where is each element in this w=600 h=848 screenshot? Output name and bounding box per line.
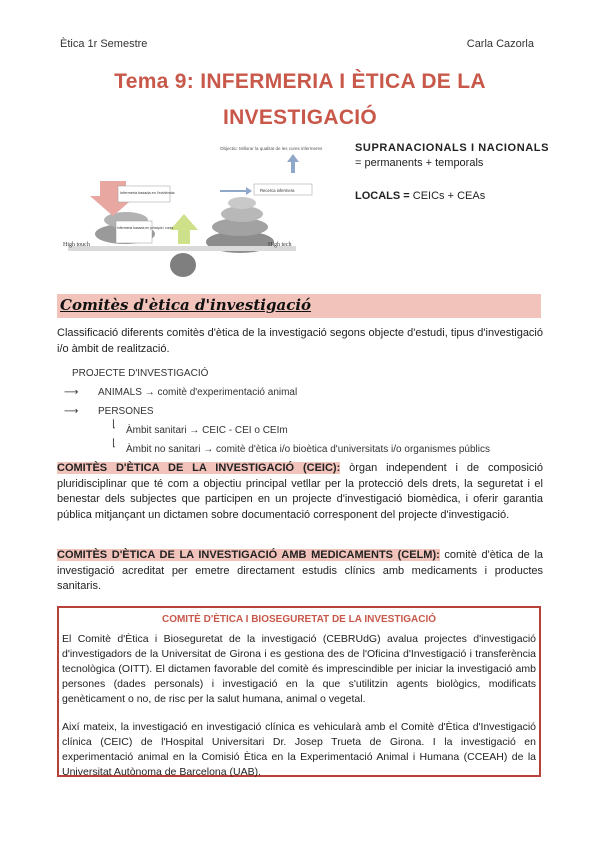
title-line-2: INVESTIGACIÓ — [222, 106, 378, 129]
box-paragraph-1: El Comitè d'Ètica i Bioseguretat de la investigació (CEBRUdG) avalua projectes d'investigació d'investigadors de la Universitat de Girona i es gestiona des de l'Oficina d'Investigació i transferència tecnològica (OITT). El dictamen favorable del comitè és imprescindible per iniciar la investigació amb persones (dades personals) i investigació en la que s'utilitzin agents biològics, modificats genèticament o no, de risc per la salut humana, animal o vegetal. — [62, 633, 536, 706]
levels-line-3: LOCALS = CEICs + CEAs — [355, 190, 486, 202]
ceic-term: COMITÈS D'ÈTICA DE LA INVESTIGACIÓ (CEIC): — [57, 462, 341, 474]
header-subject: Ètica 1r Semestre — [60, 38, 148, 50]
scheme-root: PROJECTE D'INVESTIGACIÓ — [72, 368, 209, 379]
stone-right-1 — [228, 197, 256, 209]
ceic-paragraph: COMITÈS D'ÈTICA DE LA INVESTIGACIÓ (CEIC): òrgan independent i de composició pluridisciplinar que té com a objectiu principal vetllar per la protecció dels drets, la seguretat i el benestar dels subjectes que participen en un projecte d'investigació biomèdica, i oferir garantia pública mitjançant un dictamen sobre documentació corresponent del projecte d'investigació. — [57, 462, 543, 521]
celm-term: COMITÈS D'ÈTICA DE LA INVESTIGACIÓ AMB MEDICAMENTS (CELM): — [57, 549, 440, 561]
figure-caption: Objectiu: Millorar la qualitat de les cures infermeres — [220, 146, 323, 151]
section-title: Comitès d'ètica d'investigació — [60, 296, 312, 314]
box-research-label: Recerca infermera — [260, 188, 295, 193]
section-header — [57, 294, 541, 318]
box-title: COMITÈ D'ÈTICA I BIOSEGURETAT DE LA INVESTIGACIÓ — [161, 614, 437, 625]
title-line-1: Tema 9: INFERMERIA I ÈTICA DE LA — [114, 70, 486, 93]
high-touch-label: High touch — [63, 242, 90, 248]
high-tech-label: High tech — [268, 242, 292, 248]
intro-paragraph: Classificació diferents comitès d'ètica de la investigació segons objecte d'estudi, tipus d'investigació i/o àmbit de realització. — [57, 327, 543, 355]
scheme-health: ⌊ Àmbit sanitari → CEIC - CEI o CEIm — [112, 419, 288, 436]
research-scheme — [64, 364, 490, 459]
balance-plank — [68, 246, 296, 251]
box-evidence-label: Infermeria basada en l'evidència — [120, 191, 175, 195]
committee-levels — [355, 141, 549, 204]
scheme-persons: ⟶ PERSONES — [64, 406, 154, 417]
balance-stones-figure — [60, 134, 350, 284]
levels-line-2: = permanents + temporals — [355, 157, 484, 169]
box-principles — [116, 221, 152, 243]
box-paragraph-2: Així mateix, la investigació en investigació clínica es vehicularà amb el Comitè d'Ètica d'Investigació clínica (CEIC) de l'Hospital Universitari Dr. Josep Trueta de Girona. I la investigació en experimentació animal en la Comisió Ètica en la Experimentació Animal i Humana (CCEAH) de la Universitat Autònoma de Barcelona (UAB). — [62, 721, 536, 779]
page-title — [60, 64, 540, 136]
box-principles-label: Infermeria basada en principis i cures — [117, 226, 174, 230]
up-arrow-icon — [287, 154, 299, 173]
celm-paragraph: COMITÈS D'ÈTICA DE LA INVESTIGACIÓ AMB MEDICAMENTS (CELM): comitè d'ètica de la investigació acreditat per emetre directament estudis clínics amb medicaments i productes sanitaris. — [57, 549, 543, 592]
right-arrow-icon — [246, 187, 252, 195]
bioethics-box — [57, 606, 541, 777]
scheme-animals: ⟶ ANIMALS → comitè d'experimentació animal — [64, 387, 298, 398]
header-author: Carla Cazorla — [466, 38, 534, 50]
green-up-arrow-icon — [170, 214, 198, 244]
scheme-non-health: ⌊ Àmbit no sanitari → comitè d'ètica i/o bioètica d'universitats i/o organismes públics — [112, 438, 490, 455]
levels-line-1: SUPRANACIONALS I NACIONALS — [355, 142, 550, 154]
pivot-stone — [170, 253, 196, 277]
